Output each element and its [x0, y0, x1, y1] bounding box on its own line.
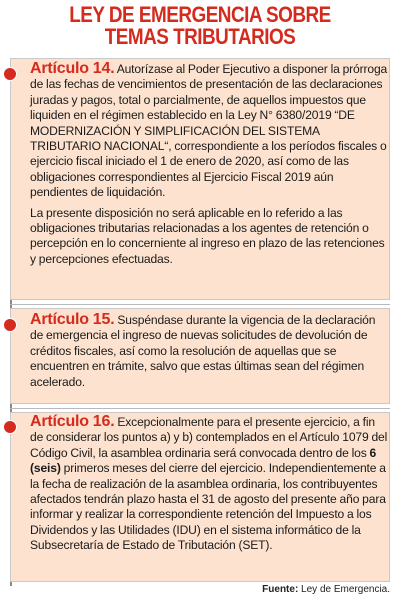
article-14-paragraph-1 — [30, 61, 390, 201]
article-16-bold-term: 6 (seis) — [30, 445, 377, 476]
article-15-body: Suspéndase durante la vigencia de la declaración de emergencia el ingreso de nuevas solicitudes de devolución de créditos fiscales, así como la resolución de aquellas que se encuentren en trámite, salvo que estas últimas sean del régimen acelerado. — [30, 313, 376, 389]
article-16-bullet-icon — [3, 420, 17, 434]
article-16-body-start: Excepcionalmente para el presente ejercicio, a fin de considerar los puntos a) y b) contemplados en el Artículo 1079 del Código Civil, la asamblea ordinaria será convocada dentro de los — [30, 415, 388, 460]
article-15-label: Artículo 15. — [30, 311, 115, 328]
article-15-bullet-icon — [3, 318, 17, 332]
article-14-paragraph-2: La presente disposición no será aplicable en lo referido a las obligaciones tributarias relacionadas a los agentes de retención o percepción en lo concerniente al ingreso en plazo de las retenciones y percepciones efectuadas. — [30, 205, 385, 266]
article-16-label: Artículo 16. — [30, 413, 115, 430]
article-14 — [30, 61, 390, 267]
source-label: Fuente: — [262, 584, 299, 595]
article-14-bullet-icon — [3, 67, 17, 81]
article-14-body: Autorízase al Poder Ejecutivo a disponer la prórroga de las fechas de vencimientos de presentación de las declaraciones juradas y pagos, total o parcialmente, de aquellos impuestos que liquiden en el régimen establecido en la Ley N° 6380/2019 “DE MODERNIZACIÓN Y SIMPLIFICACIÓN DEL SISTEMA TRIBUTARIO NACIONAL“, correspondiente a los períodos fiscales o ejercicio fiscal iniciado el 1 de enero de 2020, así como de las obligaciones correspondientes al Ejercicio Fiscal 2019 aún pendientes de liquidación. — [30, 62, 388, 200]
title-line-1: LEY DE EMERGENCIA SOBRE — [69, 2, 331, 27]
title-line-2: TEMAS TRIBUTARIOS — [104, 24, 296, 49]
separator — [10, 408, 390, 409]
source-credit — [262, 584, 390, 596]
article-16-body-end: primeros meses del cierre del ejercicio. Independientemente a la fecha de realización de la asamblea ordinaria, los contribuyentes afectados tendrán plazo hasta el 31 de agosto del presente año para informar y realizar la correspondiente retención del Impuesto a los Dividendos y las Utilidades (IDU) en el sistema informático de la Subsecretaría de Estado de Tributación (SET). — [30, 461, 386, 553]
article-14-label: Artículo 14. — [30, 60, 115, 77]
article-16 — [30, 414, 390, 554]
source-text: Ley de Emergencia. — [298, 584, 390, 595]
article-16-paragraph-1 — [30, 414, 390, 554]
page-title — [28, 4, 372, 48]
article-15 — [30, 312, 390, 390]
article-15-paragraph-1 — [30, 312, 390, 390]
separator — [10, 304, 390, 305]
